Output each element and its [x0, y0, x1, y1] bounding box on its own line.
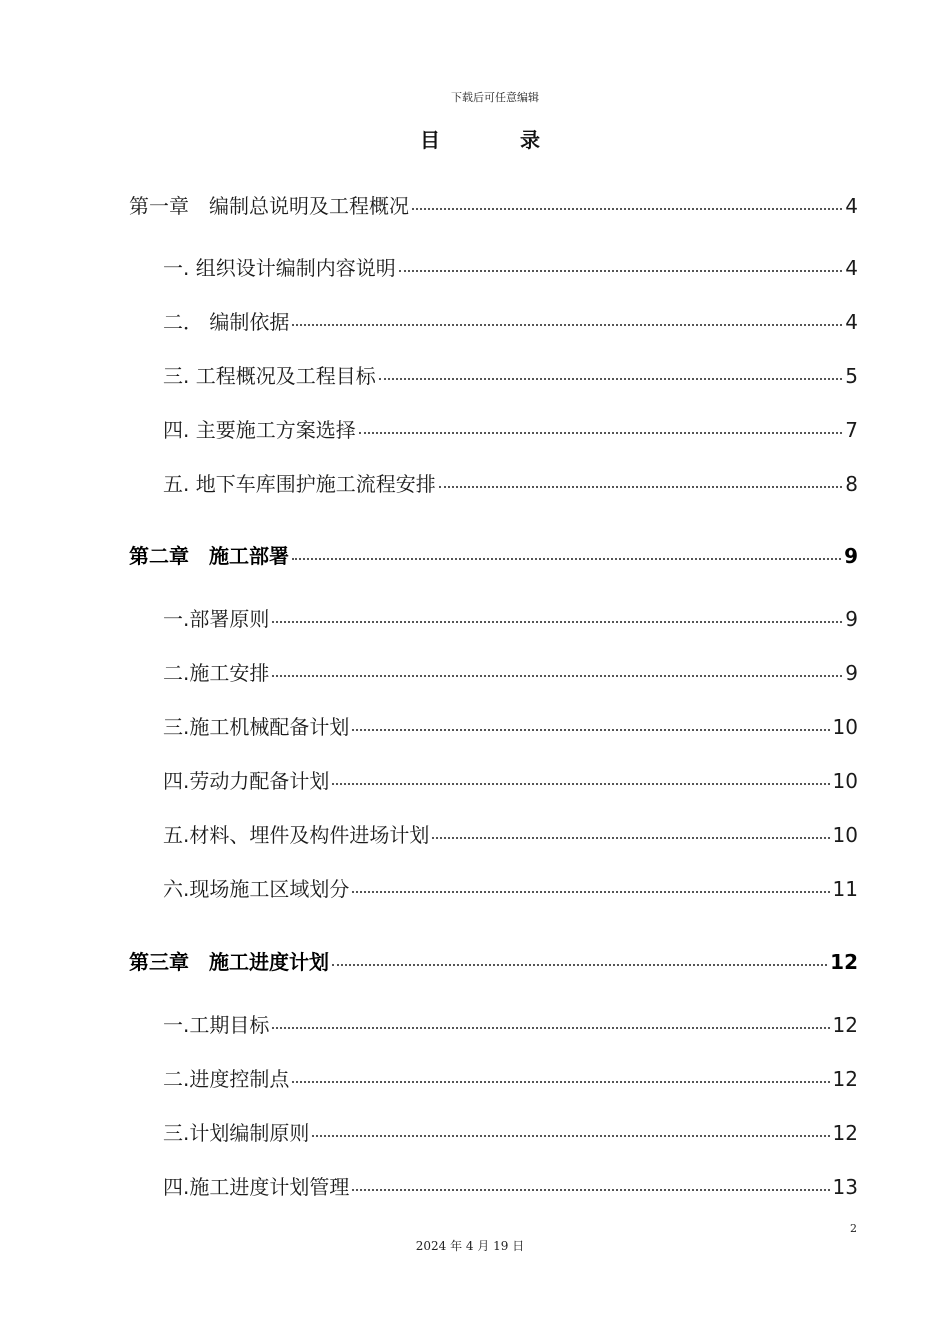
dot-leader	[292, 324, 842, 326]
dot-leader	[352, 1189, 829, 1191]
toc-entry[interactable]	[163, 1171, 858, 1200]
dot-leader	[399, 270, 843, 272]
toc-entry[interactable]	[129, 190, 858, 219]
toc-entry-label: 二.进度控制点	[163, 1067, 290, 1091]
dot-leader	[379, 378, 843, 380]
toc-entry[interactable]	[163, 1063, 858, 1092]
dot-leader	[332, 964, 827, 966]
toc-entry-page: 4	[845, 310, 858, 334]
dot-leader	[272, 1027, 829, 1029]
toc-entry-label: 三.计划编制原则	[163, 1121, 310, 1145]
toc-entry-page: 8	[845, 472, 858, 496]
toc-entry[interactable]	[163, 1117, 858, 1146]
dot-leader	[439, 486, 843, 488]
toc-entry-page: 10	[832, 715, 858, 739]
toc-title: 目 录	[420, 128, 570, 152]
toc-entry-label: 五. 地下车库围护施工流程安排	[163, 472, 436, 496]
toc-entry[interactable]	[163, 657, 858, 686]
dot-leader	[272, 621, 842, 623]
page-number: 2	[850, 1222, 857, 1235]
toc-entry-label: 五.材料、埋件及构件进场计划	[163, 823, 430, 847]
toc-entry-label: 二.施工安排	[163, 661, 270, 685]
toc-entry-label: 六.现场施工区域划分	[163, 877, 350, 901]
toc-entry[interactable]	[163, 873, 858, 902]
toc-entry-page: 12	[830, 950, 858, 974]
toc-entry-page: 12	[832, 1121, 858, 1145]
toc-entry-label: 四.施工进度计划管理	[163, 1175, 350, 1199]
toc-entry-page: 9	[844, 544, 858, 568]
toc-entry-page: 11	[832, 877, 858, 901]
dot-leader	[272, 675, 842, 677]
dot-leader	[312, 1135, 829, 1137]
dot-leader	[359, 432, 843, 434]
toc-entry-page: 10	[832, 823, 858, 847]
dot-leader	[332, 783, 829, 785]
dot-leader	[352, 729, 829, 731]
toc-entry-page: 5	[845, 364, 858, 388]
toc-entry[interactable]	[163, 414, 858, 443]
toc-entry[interactable]	[163, 1009, 858, 1038]
toc-entry-label: 第一章 编制总说明及工程概况	[129, 194, 409, 218]
toc-entry-page: 4	[845, 194, 858, 218]
toc-entry[interactable]	[163, 603, 858, 632]
toc-entry[interactable]	[163, 765, 858, 794]
toc-entry-label: 三. 工程概况及工程目标	[163, 364, 376, 388]
toc-entry-label: 四. 主要施工方案选择	[163, 418, 356, 442]
dot-leader	[432, 837, 829, 839]
toc-entry-page: 9	[845, 661, 858, 685]
toc-entry-page: 4	[845, 256, 858, 280]
toc-entry-page: 12	[832, 1067, 858, 1091]
toc-entry-page: 12	[832, 1013, 858, 1037]
dot-leader	[412, 208, 842, 210]
toc-entry[interactable]	[163, 252, 858, 281]
toc-entry[interactable]	[163, 306, 858, 335]
toc-entry[interactable]	[163, 819, 858, 848]
toc-entry-label: 三.施工机械配备计划	[163, 715, 350, 739]
toc-entry[interactable]	[163, 360, 858, 389]
toc-entry[interactable]	[163, 711, 858, 740]
toc-entry-page: 9	[845, 607, 858, 631]
toc-entry[interactable]	[129, 540, 858, 569]
toc-entry-label: 一.部署原则	[163, 607, 270, 631]
toc-entry-label: 第二章 施工部署	[129, 544, 289, 568]
toc-entry-label: 四.劳动力配备计划	[163, 769, 330, 793]
header-note: 下载后可任意编辑	[451, 91, 539, 104]
toc-entry-label: 一.工期目标	[163, 1013, 270, 1037]
toc-entry-page: 7	[845, 418, 858, 442]
dot-leader	[352, 891, 829, 893]
dot-leader	[292, 1081, 829, 1083]
toc-entry-label: 二． 编制依据	[163, 310, 290, 334]
footer-date: 2024 年 4 月 19 日	[415, 1239, 525, 1253]
toc-entry-label: 第三章 施工进度计划	[129, 950, 329, 974]
toc-entry-page: 13	[832, 1175, 858, 1199]
toc-entry-label: 一. 组织设计编制内容说明	[163, 256, 396, 280]
toc-entry-page: 10	[832, 769, 858, 793]
dot-leader	[292, 558, 841, 560]
toc-entry[interactable]	[129, 946, 858, 975]
toc-entry[interactable]	[163, 468, 858, 497]
